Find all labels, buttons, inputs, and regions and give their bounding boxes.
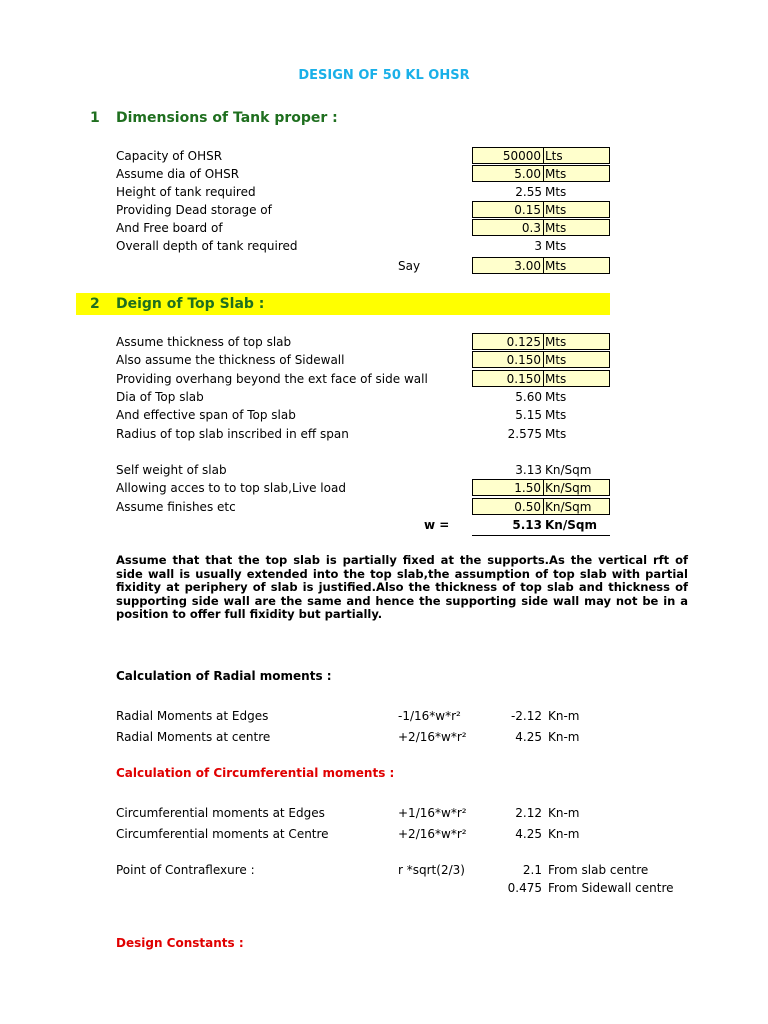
circ-0-label: Circumferential moments at Edges: [116, 806, 325, 820]
section-1-number: 1: [90, 110, 100, 126]
s1-row-3-unit: Mts: [545, 203, 567, 217]
s1-row-3-value: 0.15: [514, 203, 541, 217]
s2-row-5-unit: Mts: [545, 427, 567, 441]
circ-0-value: 2.12: [515, 806, 542, 820]
s1-row-5-value: 3: [534, 239, 542, 253]
total-value: 5.13: [512, 518, 542, 532]
contraflexure-value-1: 2.1: [522, 863, 542, 877]
s1-row-0-box[interactable]: [472, 147, 610, 164]
load-1-box[interactable]: [472, 479, 610, 496]
s1-row-1-unit: Mts: [545, 167, 567, 181]
load-1-label: Allowing acces to to top slab,Live load: [116, 481, 346, 495]
radial-heading: Calculation of Radial moments :: [116, 669, 332, 683]
total-underline: [472, 535, 610, 536]
s2-row-3-value: 5.60: [515, 390, 542, 404]
s1-row-2-label: Height of tank required: [116, 185, 256, 199]
s2-row-4-label: And effective span of Top slab: [116, 408, 296, 422]
s2-row-4-unit: Mts: [545, 408, 567, 422]
s2-row-0-value: 0.125: [506, 335, 541, 349]
radial-0-value: -2.12: [510, 709, 542, 723]
s1-row-1-label: Assume dia of OHSR: [116, 167, 240, 181]
contraflexure-unit-1: From slab centre: [548, 863, 649, 877]
s2-row-3-unit: Mts: [545, 390, 567, 404]
radial-0-formula: -1/16*w*r²: [398, 709, 461, 723]
s1-row-4-box[interactable]: [472, 219, 610, 236]
circumferential-heading: Calculation of Circumferential moments :: [116, 766, 395, 780]
s2-row-0-box[interactable]: [472, 333, 610, 350]
radial-0-unit: Kn-m: [548, 709, 580, 723]
s1-row-1-value: 5.00: [514, 167, 541, 181]
radial-0-label: Radial Moments at Edges: [116, 709, 269, 723]
s1-row-2-unit: Mts: [545, 185, 567, 199]
s1-row-0-value: 50000: [502, 149, 541, 163]
circ-1-unit: Kn-m: [548, 827, 580, 841]
section-2-title: Deign of Top Slab :: [116, 296, 265, 312]
load-0-value: 3.13: [515, 463, 542, 477]
s2-row-5-label: Radius of top slab inscribed in eff span: [116, 427, 349, 441]
s2-row-1-box[interactable]: [472, 351, 610, 368]
s1-row-4-label: And Free board of: [116, 221, 223, 235]
s2-row-4-value: 5.15: [515, 408, 542, 422]
s2-row-2-label: Providing overhang beyond the ext face of side wall: [116, 372, 428, 386]
s1-row-5-unit: Mts: [545, 239, 567, 253]
s1-row-4-value: 0.3: [521, 221, 541, 235]
load-2-box[interactable]: [472, 498, 610, 515]
circ-1-value: 4.25: [515, 827, 542, 841]
s2-row-0-unit: Mts: [545, 335, 567, 349]
s2-row-1-value: 0.150: [506, 353, 541, 367]
radial-1-value: 4.25: [515, 730, 542, 744]
say-unit: Mts: [545, 259, 567, 273]
say-box[interactable]: [472, 257, 610, 274]
say-label: Say: [398, 259, 421, 273]
load-0-unit: Kn/Sqm: [545, 463, 592, 477]
total-label: w =: [424, 518, 450, 532]
load-2-unit: Kn/Sqm: [545, 500, 592, 514]
load-1-unit: Kn/Sqm: [545, 481, 592, 495]
s2-row-2-value: 0.150: [506, 372, 541, 386]
assumption-paragraph: Assume that that the top slab is partially fixed at the supports.As the vertical rft of side wall is usually extended into the top slab,the assumption of top slab with partial fixidity at periphery of slab is justified.Also the thickness of top slab and thickness of supporting side wall are the same and hence the supporting side wall may not be in a position to offer full fixidity but partially.: [116, 553, 688, 622]
s1-row-1-box[interactable]: [472, 165, 610, 182]
circ-1-label: Circumferential moments at Centre: [116, 827, 329, 841]
load-1-value: 1.50: [514, 481, 541, 495]
s1-row-4-unit: Mts: [545, 221, 567, 235]
page-title: DESIGN OF 50 KL OHSR: [298, 68, 470, 83]
s2-row-5-value: 2.575: [507, 427, 542, 441]
contraflexure-value-2: 0.475: [507, 881, 542, 895]
s1-row-3-label: Providing Dead storage of: [116, 203, 272, 217]
total-unit: Kn/Sqm: [545, 518, 597, 532]
circ-1-formula: +2/16*w*r²: [398, 827, 467, 841]
s2-row-0-label: Assume thickness of top slab: [116, 335, 292, 349]
design-constants-heading: Design Constants :: [116, 936, 244, 950]
circ-0-formula: +1/16*w*r²: [398, 806, 467, 820]
s2-row-3-label: Dia of Top slab: [116, 390, 204, 404]
section-1-title: Dimensions of Tank proper :: [116, 110, 338, 126]
load-2-label: Assume finishes etc: [116, 500, 236, 514]
s2-row-1-label: Also assume the thickness of Sidewall: [116, 353, 345, 367]
s2-row-1-unit: Mts: [545, 353, 567, 367]
contraflexure-formula: r *sqrt(2/3): [398, 863, 465, 877]
s1-row-0-unit: Lts: [545, 149, 563, 163]
section-2-number: 2: [90, 296, 100, 312]
s1-row-5-label: Overall depth of tank required: [116, 239, 298, 253]
s1-row-0-label: Capacity of OHSR: [116, 149, 223, 163]
say-value: 3.00: [514, 259, 541, 273]
radial-1-label: Radial Moments at centre: [116, 730, 271, 744]
s2-row-2-unit: Mts: [545, 372, 567, 386]
load-0-label: Self weight of slab: [116, 463, 227, 477]
s2-row-2-box[interactable]: [472, 370, 610, 387]
s1-row-3-box[interactable]: [472, 201, 610, 218]
radial-1-unit: Kn-m: [548, 730, 580, 744]
contraflexure-unit-2: From Sidewall centre: [548, 881, 674, 895]
radial-1-formula: +2/16*w*r²: [398, 730, 467, 744]
load-2-value: 0.50: [514, 500, 541, 514]
s1-row-2-value: 2.55: [515, 185, 542, 199]
contraflexure-label: Point of Contraflexure :: [116, 863, 255, 877]
circ-0-unit: Kn-m: [548, 806, 580, 820]
